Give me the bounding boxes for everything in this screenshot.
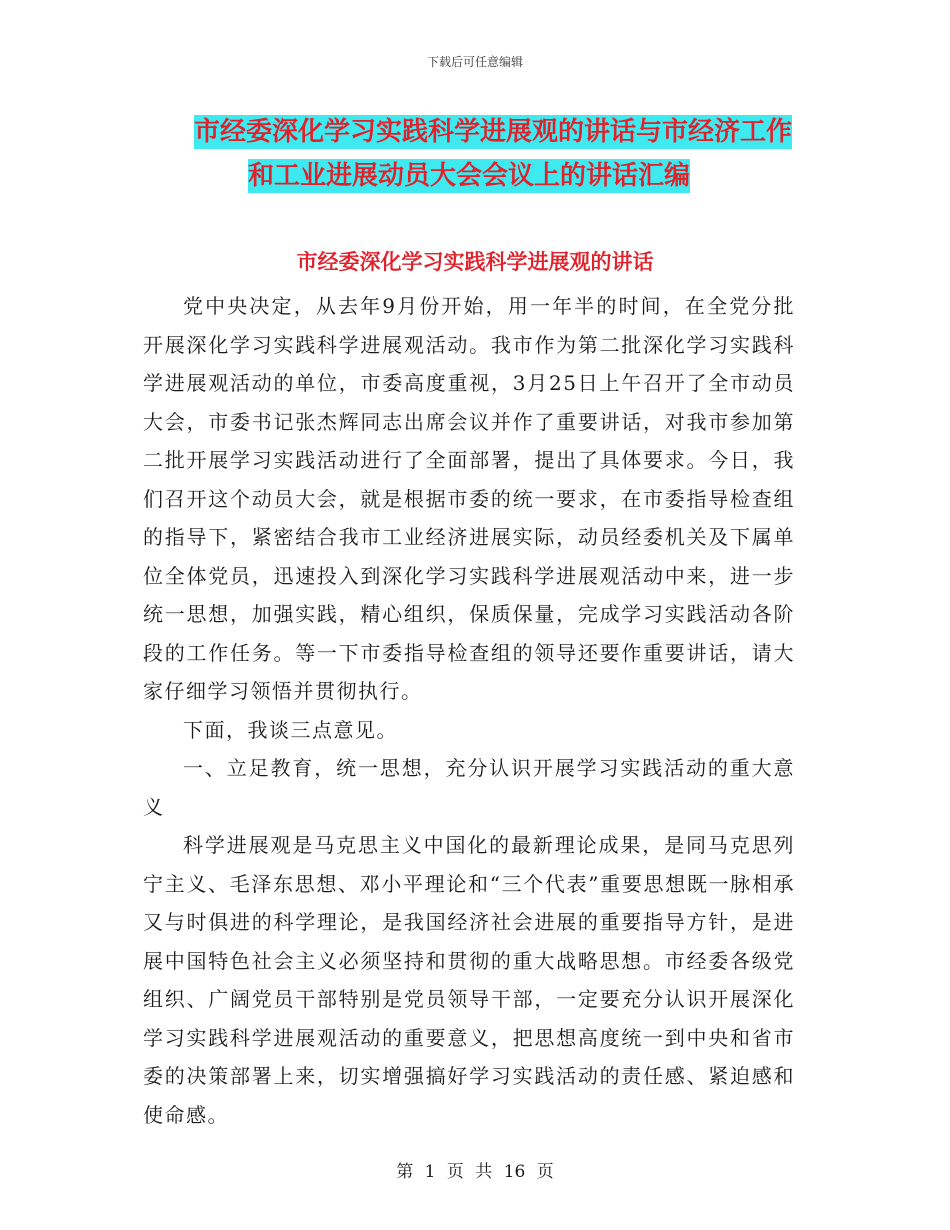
document-title xyxy=(150,110,850,198)
document-title-line-2 xyxy=(150,154,850,198)
body-paragraph: 下面，我谈三点意见。 xyxy=(183,717,398,742)
header-note: 下载后可任意编辑 xyxy=(426,55,523,69)
title-highlight-1: 市经委深化学习实践科学进展观的讲话与市经济工作 xyxy=(194,117,793,147)
body-paragraph: 一、立足教育，统一思想，充分认识开展学习实践活动的重大意义 xyxy=(143,756,795,819)
title-highlight-2: 和工业进展动员大会会议上的讲话汇编 xyxy=(248,161,691,191)
section-title: 市经委深化学习实践科学进展观的讲话 xyxy=(296,250,654,274)
document-title-line-1 xyxy=(150,110,850,154)
body-paragraph: 党中央决定，从去年9月份开始，用一年半的时间，在全党分批开展深化学习实践科学进展观活动。我市作为第二批深化学习实践科学进展观活动的单位，市委高度重视，3月25日上午召开了全市动员大会，市委书记张杰辉同志出席会议并作了重要讲话，对我市参加第二批开展学习实践活动进行了全面部署，提出了具体要求。今日，我们召开这个动员大会，就是根据市委的统一要求，在市委指导检查组的指导下，紧密结合我市工业经济进展实际，动员经委机关及下属单位全体党员，迅速投入到深化学习实践科学进展观活动中来，进一步统一思想，加强实践，精心组织，保质保量，完成学习实践活动各阶段的工作任务。等一下市委指导检查组的领导还要作重要讲话，请大家仔细学习领悟并贯彻执行。 xyxy=(143,294,795,703)
body-paragraph: 科学进展观是马克思主义中国化的最新理论成果，是同马克思列宁主义、毛泽东思想、邓小平理论和“三个代表”重要思想既一脉相承又与时俱进的科学理论，是我国经济社会进展的重要指导方针，是进展中国特色社会主义必须坚持和贯彻的重大战略思想。市经委各级党组织、广阔党员干部特别是党员领导干部，一定要充分认识开展深化学习实践科学进展观活动的重要意义，把思想高度统一到中央和省市委的决策部署上来，切实增强搞好学习实践活动的责任感、紧迫感和使命感。 xyxy=(143,833,795,1127)
document-body xyxy=(143,287,795,1134)
page-number-footer: 第 1 页 共 16 页 xyxy=(396,1162,554,1182)
